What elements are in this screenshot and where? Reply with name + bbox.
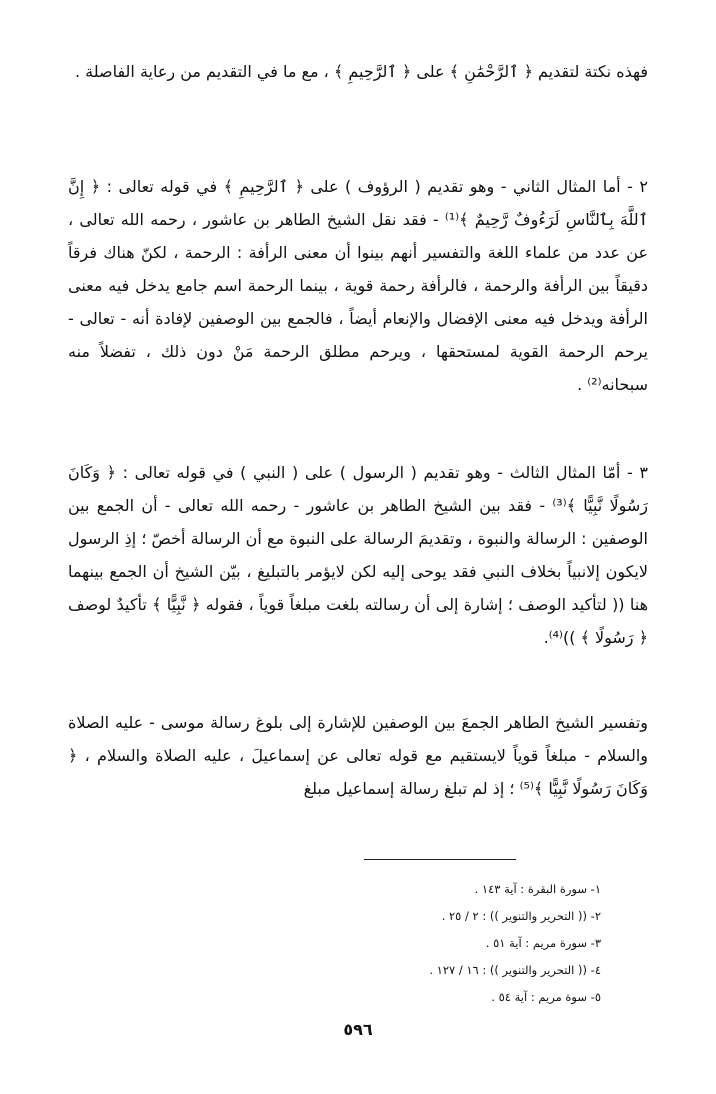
footnote-5: ٥- سوة مريم : آية ٥٤ . [491,990,601,1004]
paragraph-1 [68,55,648,88]
paragraph-3 [68,456,648,654]
paragraph-4-text: وتفسير الشيخ الطاهر الجمعَ بين الوصفين للإشارة إلى بلوغ رسالة موسى - عليه الصلاة والسلام - مبلغاً قوياً لايستقيم مع قوله تعالى عن إسماعيلَ ، عليه الصلاة والسلام ، ﴿ وَكَانَ رَسُولًا نَّبِيًّا ﴾⁽⁵⁾ ؛ إذ لم تبلغ رسالة إسماعيل مبلغ [68,713,648,798]
footnotes [300,876,601,1011]
paragraph-4 [68,706,648,805]
paragraph-2-text: ٢ - أما المثال الثاني - وهو تقديم ( الرؤوف ) على ﴿ ٱلرَّحِيمِ ﴾ في قوله تعالى : ﴿ إِنَّ ٱللَّهَ بِٱلنَّاسِ لَرَءُوفٌ رَّحِيمٌ ﴾⁽¹⁾ - فقد نقل الشيخ الطاهر بن عاشور ، رحمه الله تعالى ، عن عدد من علماء اللغة والتفسير أنهم بينوا أن معنى الرأفة : الرحمة ، لكنّ هناك فرقاً دقيقاً بين الرأفة والرحمة ، فالرأفة رحمة قوية ، بينما الرحمة اسم جامع يدخل فيه معنى الرأفة ويدخل فيه معنى الإفضال والإنعام أيضاً ، فالجمع بين الوصفين لإفادة أنه - تعالى - يرحم الرحمة القوية لمستحقها ، ويرحم مطلق الرحمة مَنْ دون ذلك ، تفضلاً منه سبحانه⁽²⁾ . [68,177,648,394]
page-number: ٥٩٦ [343,1020,373,1039]
paragraph-2 [68,170,648,401]
paragraph-1-text: فهذه نكتة لتقديم ﴿ ٱلرَّحْمَٰنِ ﴾ على ﴿ ٱلرَّحِيمِ ﴾ ، مع ما في التقديم من رعاية الفاصلة . [74,62,648,81]
footnote-2: ٢- (( التحرير والتنوير )) : ٢ / ٢٥ . [441,909,601,923]
footnote-4: ٤- (( التحرير والتنوير )) : ١٦ / ١٢٧ . [429,963,601,977]
footnote-1: ١- سورة البقرة : آية ١٤٣ . [474,882,601,896]
paragraph-3-text: ٣ - أمّا المثال الثالث - وهو تقديم ( الرسول ) على ( النبي ) في قوله تعالى : ﴿ وَكَانَ رَسُولًا نَّبِيًّا ﴾⁽³⁾ - فقد بين الشيخ الطاهر بن عاشور - رحمه الله تعالى - أن الجمع بين الوصفين : الرسالة والنبوة ، وتقديمَ الرسالة على النبوة مع أن الرسالة أخصّ ؛ إذِ الرسول لايكون إلانبياً بخلاف النبي فقد يوحى إليه لكن لايؤمر بالتبليغ ، بيّن الشيخ أن الجمع بينهما هنا (( لتأكيد الوصف ؛ إشارة إلى أن رسالته بلغت مبلغاً قوياً ، فقوله ﴿ نَّبِيًّا ﴾ تأكيدٌ لوصف ﴿ رَسُولًا ﴾ ))⁽⁴⁾. [68,463,649,647]
footnote-3: ٣- سورة مريم : آية ٥١ . [485,936,601,950]
footnote-separator [364,859,516,860]
